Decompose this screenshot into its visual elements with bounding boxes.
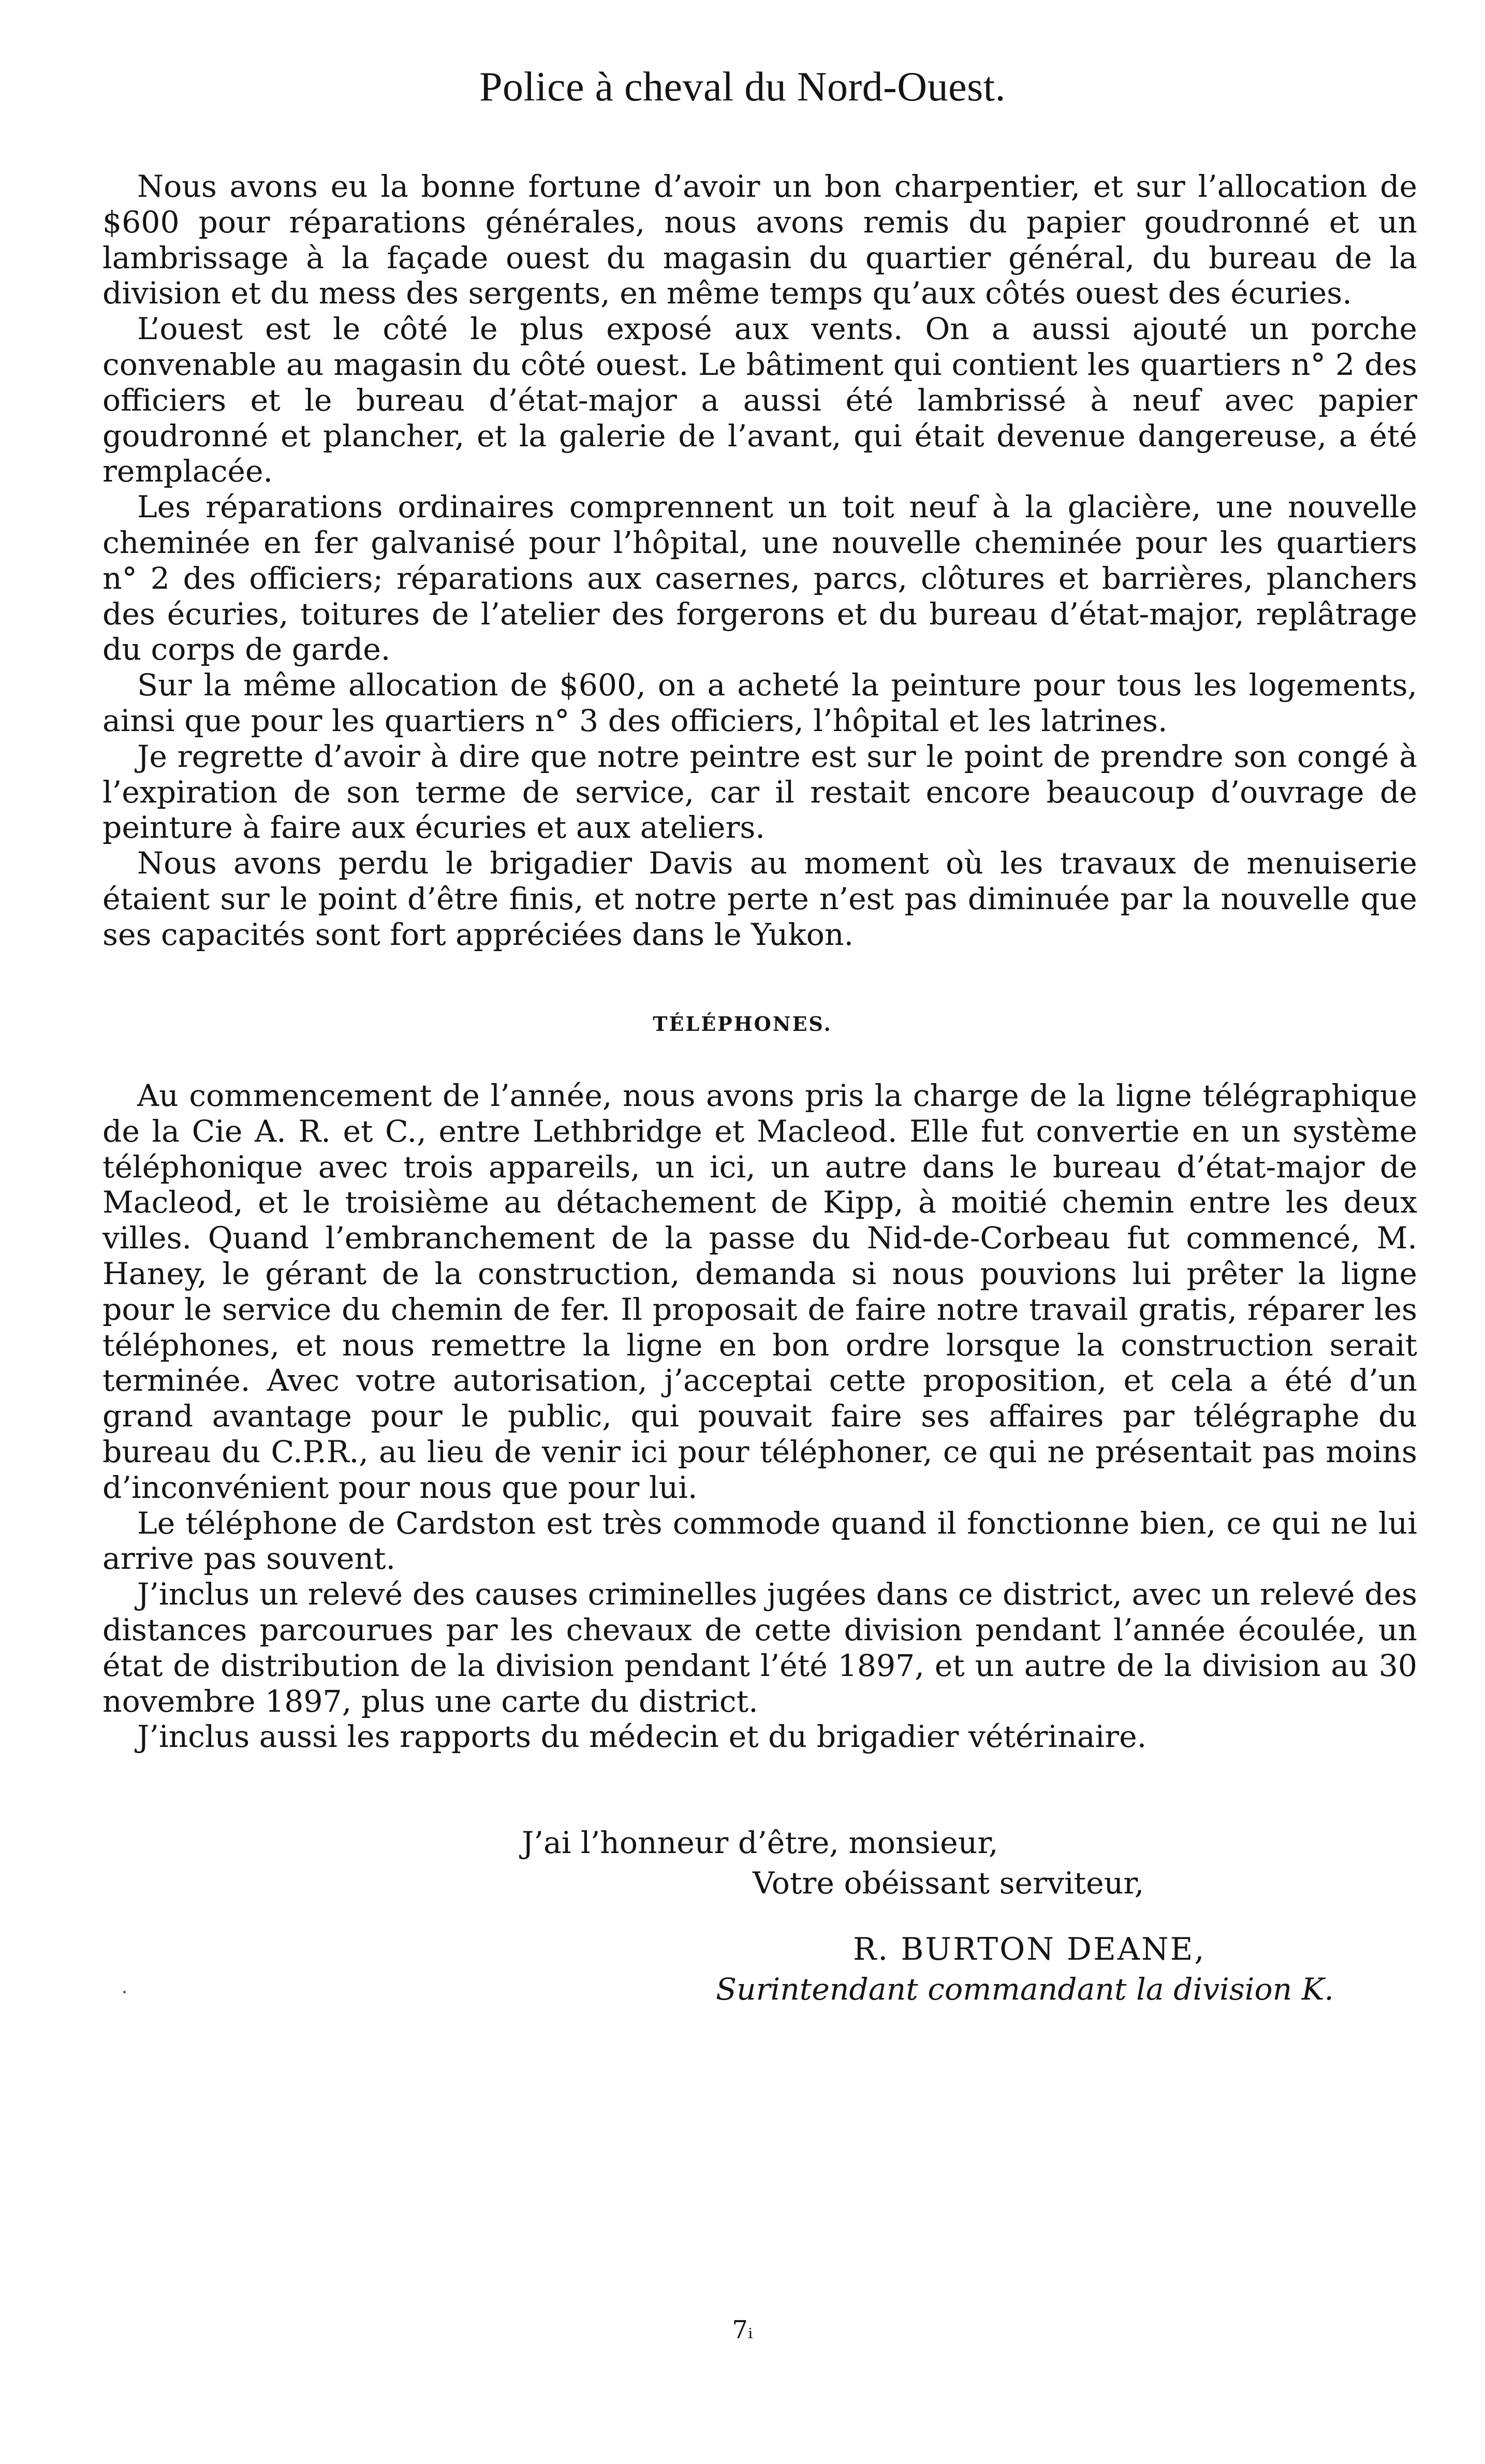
paragraph: Je regrette d’avoir à dire que notre peintre est sur le point de prendre son congé à l’expiration de son terme de service, car il restait encore beaucoup d’ouvrage de peinture à faire aux écuries et aux ateliers.	[102, 738, 1417, 845]
body-section-repairs	[102, 169, 1417, 953]
paragraph: Le téléphone de Cardston est très commode quand il fonctionne bien, ce qui ne lui arrive pas souvent.	[102, 1505, 1417, 1577]
paragraph: J’inclus aussi les rapports du médecin et du brigadier vétérinaire.	[137, 1719, 1147, 1755]
paragraph: Nous avons perdu le brigadier Davis au moment où les travaux de menuiserie étaient sur le point d’être finis, et notre perte n’est pas diminuée par la nouvelle que ses capacités sont fort appréciées dans le Yukon.	[102, 845, 1417, 952]
closing-servant-line: Votre obéissant serviteur,	[753, 1865, 1144, 1901]
section-heading-telephones: TÉLÉPHONES.	[653, 1012, 832, 1036]
page-title: Police à cheval du Nord-Ouest.	[479, 64, 1006, 110]
closing-salutation: J’ai l’honneur d’être, monsieur,	[522, 1825, 998, 1860]
paragraph: Les réparations ordinaires comprennent un toit neuf à la glacière, une nouvelle cheminée en fer galvanisé pour l’hôpital, une nouvelle cheminée pour les quartiers n° 2 des officiers; réparations aux casernes, parcs, clôtures et barrières, planchers des écuries, toitures de l’atelier des forgerons et du bureau d’état-major, replâtrage du corps de garde.	[102, 489, 1417, 667]
signature-name: R. BURTON DEANE,	[853, 1931, 1206, 1967]
body-section-telephones	[102, 1078, 1417, 1755]
page-number: 7ᵢ	[732, 2315, 753, 2344]
paragraph: J’inclus un relevé des causes criminelles jugées dans ce district, avec un relevé des distances parcourues par les chevaux de cette division pendant l’année écoulée, un état de distribution de la division pendant l’été 1897, et un autre de la division au 30 novembre 1897, plus une carte du district.	[102, 1577, 1417, 1719]
paragraph: Sur la même allocation de $600, on a acheté la peinture pour tous les logements, ainsi que pour les quartiers n° 3 des officiers, l’hôpital et les latrines.	[102, 667, 1417, 738]
paragraph: Au commencement de l’année, nous avons pris la charge de la ligne télégraphique de la Cie A. R. et C., entre Lethbridge et Macleod. Elle fut convertie en un système téléphonique avec trois appareils, un ici, un autre dans le bureau d’état-major de Macleod, et le troisième au détachement de Kipp, à moitié chemin entre les deux villes. Quand l’embranchement de la passe du Nid-de-Corbeau fut commencé, M. Haney, le gérant de la construction, demanda si nous pouvions lui prêter la ligne pour le service du chemin de fer. Il proposait de faire notre travail gratis, réparer les téléphones, et nous remettre la ligne en bon ordre lorsque la construction serait terminée. Avec votre autorisation, j’acceptai cette proposition, et cela a été d’un grand avantage pour le public, qui pouvait faire ses affaires par télégraphe du bureau du C.P.R., au lieu de venir ici pour téléphoner, ce qui ne présentait pas moins d’inconvénient pour nous que pour lui.	[102, 1078, 1417, 1505]
print-speck	[123, 1991, 126, 1993]
signature-title: Surintendant commandant la division K.	[716, 1972, 1334, 2007]
paragraph: Nous avons eu la bonne fortune d’avoir un bon charpentier, et sur l’allocation de $600 pour réparations générales, nous avons remis du papier goudronné et un lambrissage à la façade ouest du magasin du quartier général, du bureau de la division et du mess des sergents, en même temps qu’aux côtés ouest des écuries.	[102, 169, 1417, 311]
paragraph: L’ouest est le côté le plus exposé aux vents. On a aussi ajouté un porche convenable au magasin du côté ouest. Le bâtiment qui contient les quartiers n° 2 des officiers et le bureau d’état-major a aussi été lambrissé à neuf avec papier goudronné et plancher, et la galerie de l’avant, qui était devenue dangereuse, a été remplacée.	[102, 311, 1417, 489]
